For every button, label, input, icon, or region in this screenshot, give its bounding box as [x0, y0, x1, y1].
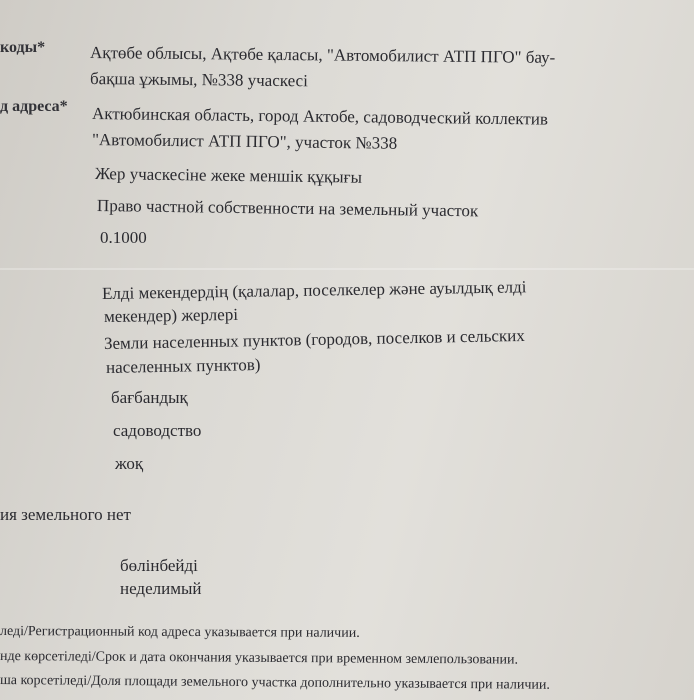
address-kz-line2: бақша ұжымы, №338 учаскесі [89, 69, 308, 91]
category-kz-line1: Елді мекендердің (қалалар, поселкелер және ауылдық елді [101, 277, 527, 303]
category-ru-line2: населенных пунктов) [105, 355, 261, 377]
restriction: жоқ [115, 454, 144, 473]
purpose-ru: садоводство [113, 421, 202, 440]
label-code: коды* [0, 39, 46, 56]
category-kz-line2: мекендер) жерлері [103, 304, 239, 326]
category-ru-line1: Земли населенных пунктов (городов, поселков и сельских [103, 325, 525, 353]
address-ru-line1: Актюбинская область, город Актобе, садоводческий коллектив [91, 104, 549, 129]
address-ru-line2: "Автомобилист АТП ПГО", участок №338 [91, 130, 398, 153]
label-address: д адреса* [0, 98, 68, 115]
footnote-3: ша корсетіледі/Доля площади земельного участка дополнительно указывается при наличии. [0, 673, 550, 693]
right-ru: Право частной собственности на земельный участок [96, 196, 479, 221]
right-kz: Жер учаскесіне жеке меншік құқығы [94, 164, 363, 187]
label-area-share: ия земельного нет [0, 505, 131, 524]
divisibility-kz: бөлінбейді [120, 556, 198, 575]
divisibility-ru: неделимый [120, 579, 202, 598]
area-value: 0.1000 [100, 228, 147, 247]
footnote-1: леді/Регистрационный код адреса указывается при наличии. [0, 624, 360, 641]
purpose-kz: бағбандық [111, 388, 188, 407]
footnote-2: нде көрсетіледі/Срок и дата окончания указывается при временном землепользовании. [0, 649, 519, 668]
paper-fold [0, 268, 694, 270]
address-kz-line1: Ақтөбе облысы, Ақтөбе қаласы, "Автомобилист АТП ПГО" бау- [89, 43, 556, 67]
